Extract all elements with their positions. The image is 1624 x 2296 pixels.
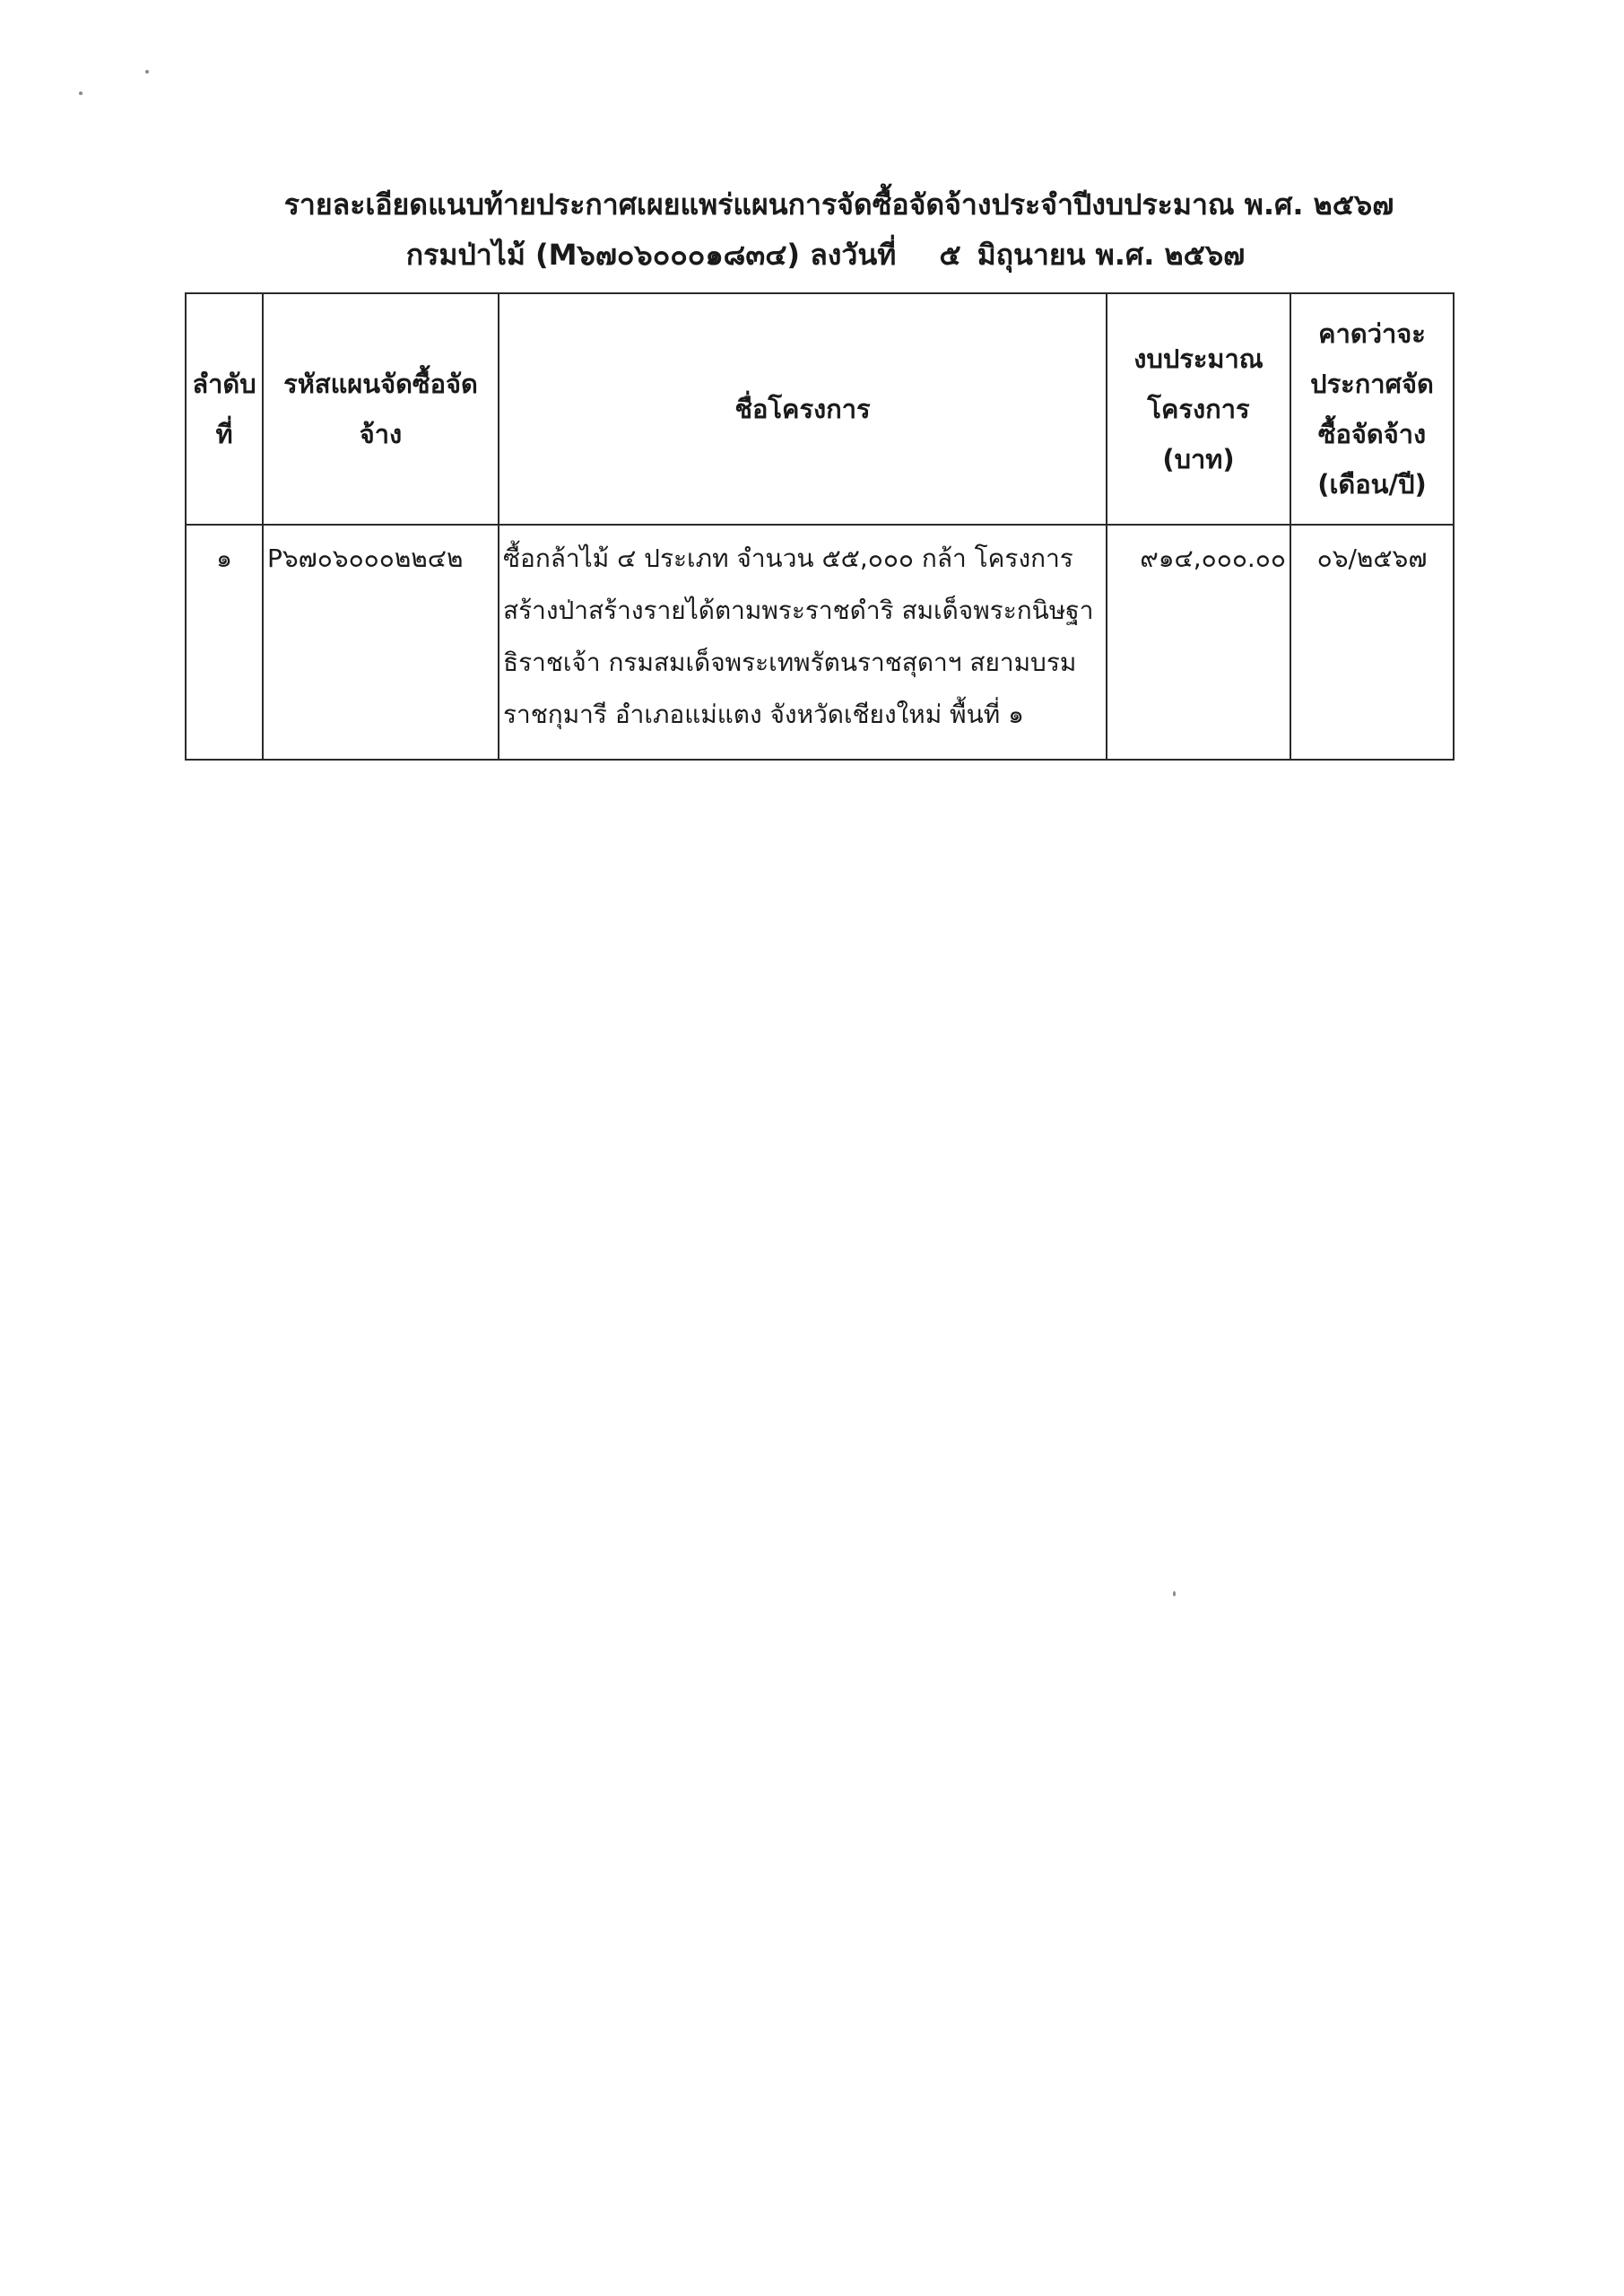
table-header-row xyxy=(186,293,1454,525)
document-subtitle xyxy=(13,235,1624,274)
project-name-line: สร้างป่าสร้างรายได้ตามพระราชดำริ สมเด็จพระกนิษฐา xyxy=(503,596,1094,625)
cell-project-name xyxy=(499,525,1107,760)
header-month xyxy=(1290,293,1454,525)
header-code-line: รหัสแผนจัดซื้อจัด xyxy=(283,369,478,399)
header-month-line: ซื้อจัดจ้าง xyxy=(1317,419,1427,449)
header-seq-line: ที่ xyxy=(215,419,233,449)
header-name xyxy=(499,293,1107,525)
subtitle-day: ๕ xyxy=(939,238,961,272)
header-seq xyxy=(186,293,263,525)
project-name-line: ซื้อกล้าไม้ ๔ ประเภท จำนวน ๕๕,๐๐๐ กล้า โครงการ xyxy=(503,544,1073,573)
header-budget-line: (บาท) xyxy=(1162,444,1235,474)
subtitle-date: มิถุนายน พ.ศ. ๒๕๖๗ xyxy=(977,238,1246,272)
procurement-plan-table xyxy=(185,292,1455,761)
header-budget xyxy=(1107,293,1290,525)
header-month-line: คาดว่าจะ xyxy=(1318,318,1426,349)
header-code xyxy=(263,293,499,525)
cell-budget: ๙๑๔,๐๐๐.๐๐ xyxy=(1107,525,1290,760)
header-month-line: ประกาศจัด xyxy=(1310,369,1434,399)
project-name-line: ราชกุมารี อำเภอแม่แตง จังหวัดเชียงใหม่ พื้นที่ ๑ xyxy=(503,700,1024,729)
scan-speck xyxy=(145,70,149,74)
scan-speck xyxy=(79,91,83,95)
document-title: รายละเอียดแนบท้ายประกาศเผยแพร่แผนการจัดซื้อจัดจ้างประจำปีงบประมาณ พ.ศ. ๒๕๖๗ xyxy=(283,187,1394,222)
table-row xyxy=(186,525,1454,760)
cell-seq: ๑ xyxy=(186,525,263,760)
header-month-line: (เดือน/ปี) xyxy=(1317,469,1427,500)
header-budget-line: โครงการ xyxy=(1147,394,1250,424)
subtitle-agency: กรมป่าไม้ (M๖๗๐๖๐๐๐๑๘๓๔) ลงวันที่ xyxy=(405,238,897,272)
cell-expected-month: ๐๖/๒๕๖๗ xyxy=(1290,525,1454,760)
header-seq-line: ลำดับ xyxy=(192,369,256,399)
scan-speck xyxy=(1173,1591,1176,1596)
header-code-line: จ้าง xyxy=(359,419,403,449)
project-name-line: ธิราชเจ้า กรมสมเด็จพระเทพรัตนราชสุดาฯ สยามบรม xyxy=(503,648,1077,677)
header-budget-line: งบประมาณ xyxy=(1133,344,1264,374)
cell-plan-code: P๖๗๐๖๐๐๐๒๒๔๒ xyxy=(263,525,499,760)
header-name-line: ชื่อโครงการ xyxy=(734,394,871,424)
